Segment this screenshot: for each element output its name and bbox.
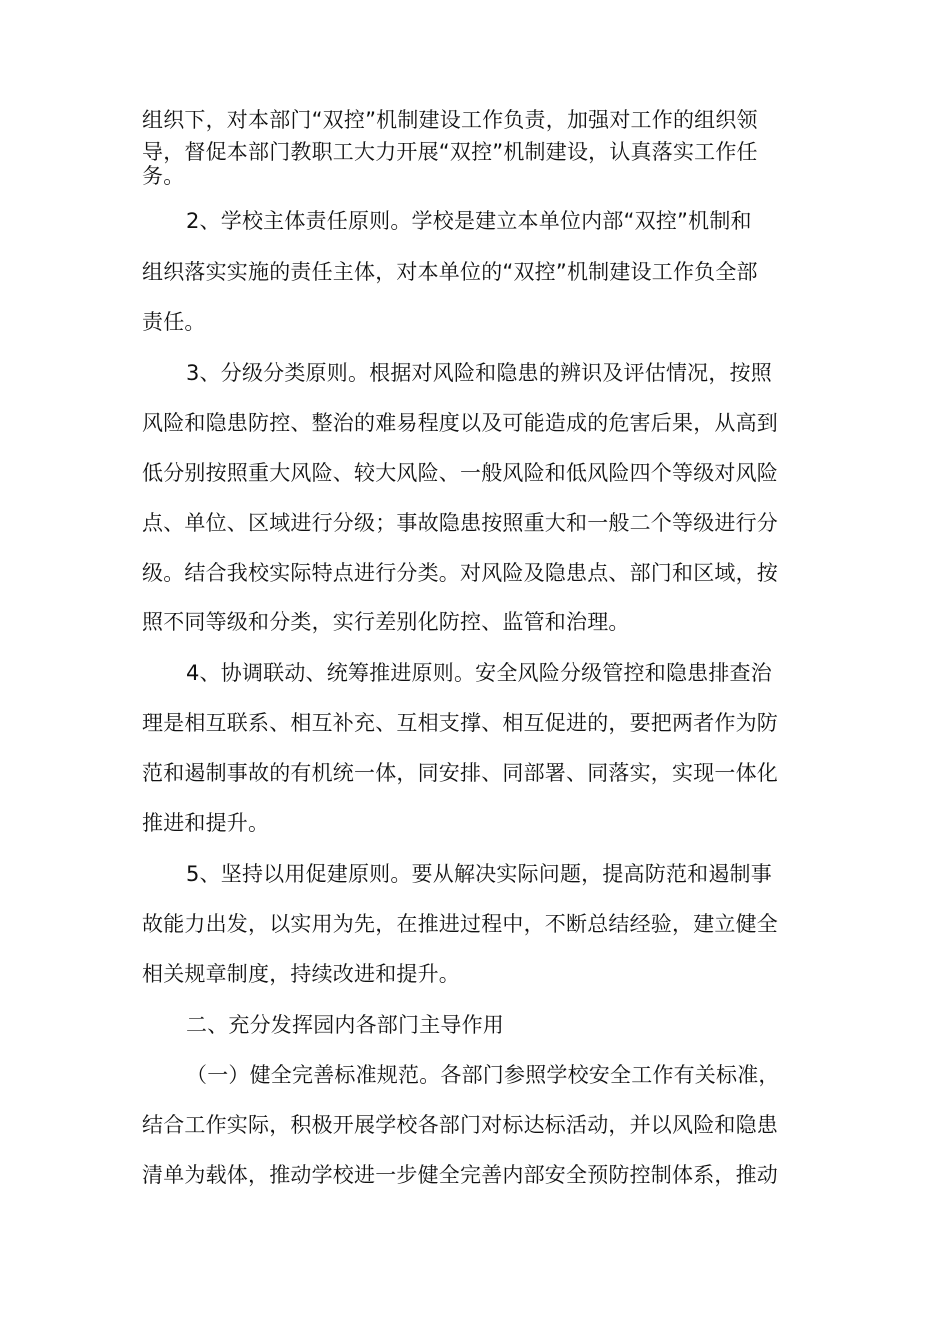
text-line: 责任。 (142, 310, 206, 334)
text-line: 2、学校主体责任原则。学校是建立本单位内部“双控”机制和 (186, 209, 752, 233)
text-line: 务。 (142, 164, 185, 188)
text-line: 组织落实实施的责任主体，对本单位的“双控”机制建设工作负全部 (142, 260, 758, 284)
text-line: 理是相互联系、相互补充、互相支撑、相互促进的，要把两者作为防 (142, 711, 778, 735)
text-line: 4、协调联动、统筹推进原则。安全风险分级管控和隐患排查治 (186, 661, 772, 685)
text-line: 点、单位、区域进行分级；事故隐患按照重大和一般二个等级进行分 (142, 511, 778, 535)
text-line: 5、坚持以用促建原则。要从解决实际问题，提高防范和遏制事 (186, 862, 772, 886)
text-line: 级。结合我校实际特点进行分类。对风险及隐患点、部门和区域，按 (142, 561, 778, 585)
text-line: （一）健全完善标准规范。各部门参照学校安全工作有关标准， (186, 1063, 780, 1087)
text-line: 结合工作实际，积极开展学校各部门对标达标活动，并以风险和隐患 (142, 1113, 778, 1137)
text-line: 3、分级分类原则。根据对风险和隐患的辨识及评估情况，按照 (186, 361, 772, 385)
text-line: 清单为载体，推动学校进一步健全完善内部安全预防控制体系，推动 (142, 1163, 778, 1187)
text-line: 故能力出发，以实用为先，在推进过程中，不断总结经验，建立健全 (142, 912, 778, 936)
text-line: 低分别按照重大风险、较大风险、一般风险和低风险四个等级对风险 (142, 461, 778, 485)
text-line: 导，督促本部门教职工大力开展“双控”机制建设，认真落实工作任 (142, 140, 758, 164)
heading-line: 二、充分发挥园内各部门主导作用 (186, 1013, 504, 1037)
text-line: 相关规章制度，持续改进和提升。 (142, 962, 460, 986)
text-line: 推进和提升。 (142, 811, 270, 835)
text-line: 风险和隐患防控、整治的难易程度以及可能造成的危害后果，从高到 (142, 411, 778, 435)
text-line: 范和遏制事故的有机统一体，同安排、同部署、同落实，实现一体化 (142, 761, 778, 785)
text-line: 组织下，对本部门“双控”机制建设工作负责，加强对工作的组织领 (142, 108, 758, 132)
text-line: 照不同等级和分类，实行差别化防控、监管和治理。 (142, 610, 630, 634)
